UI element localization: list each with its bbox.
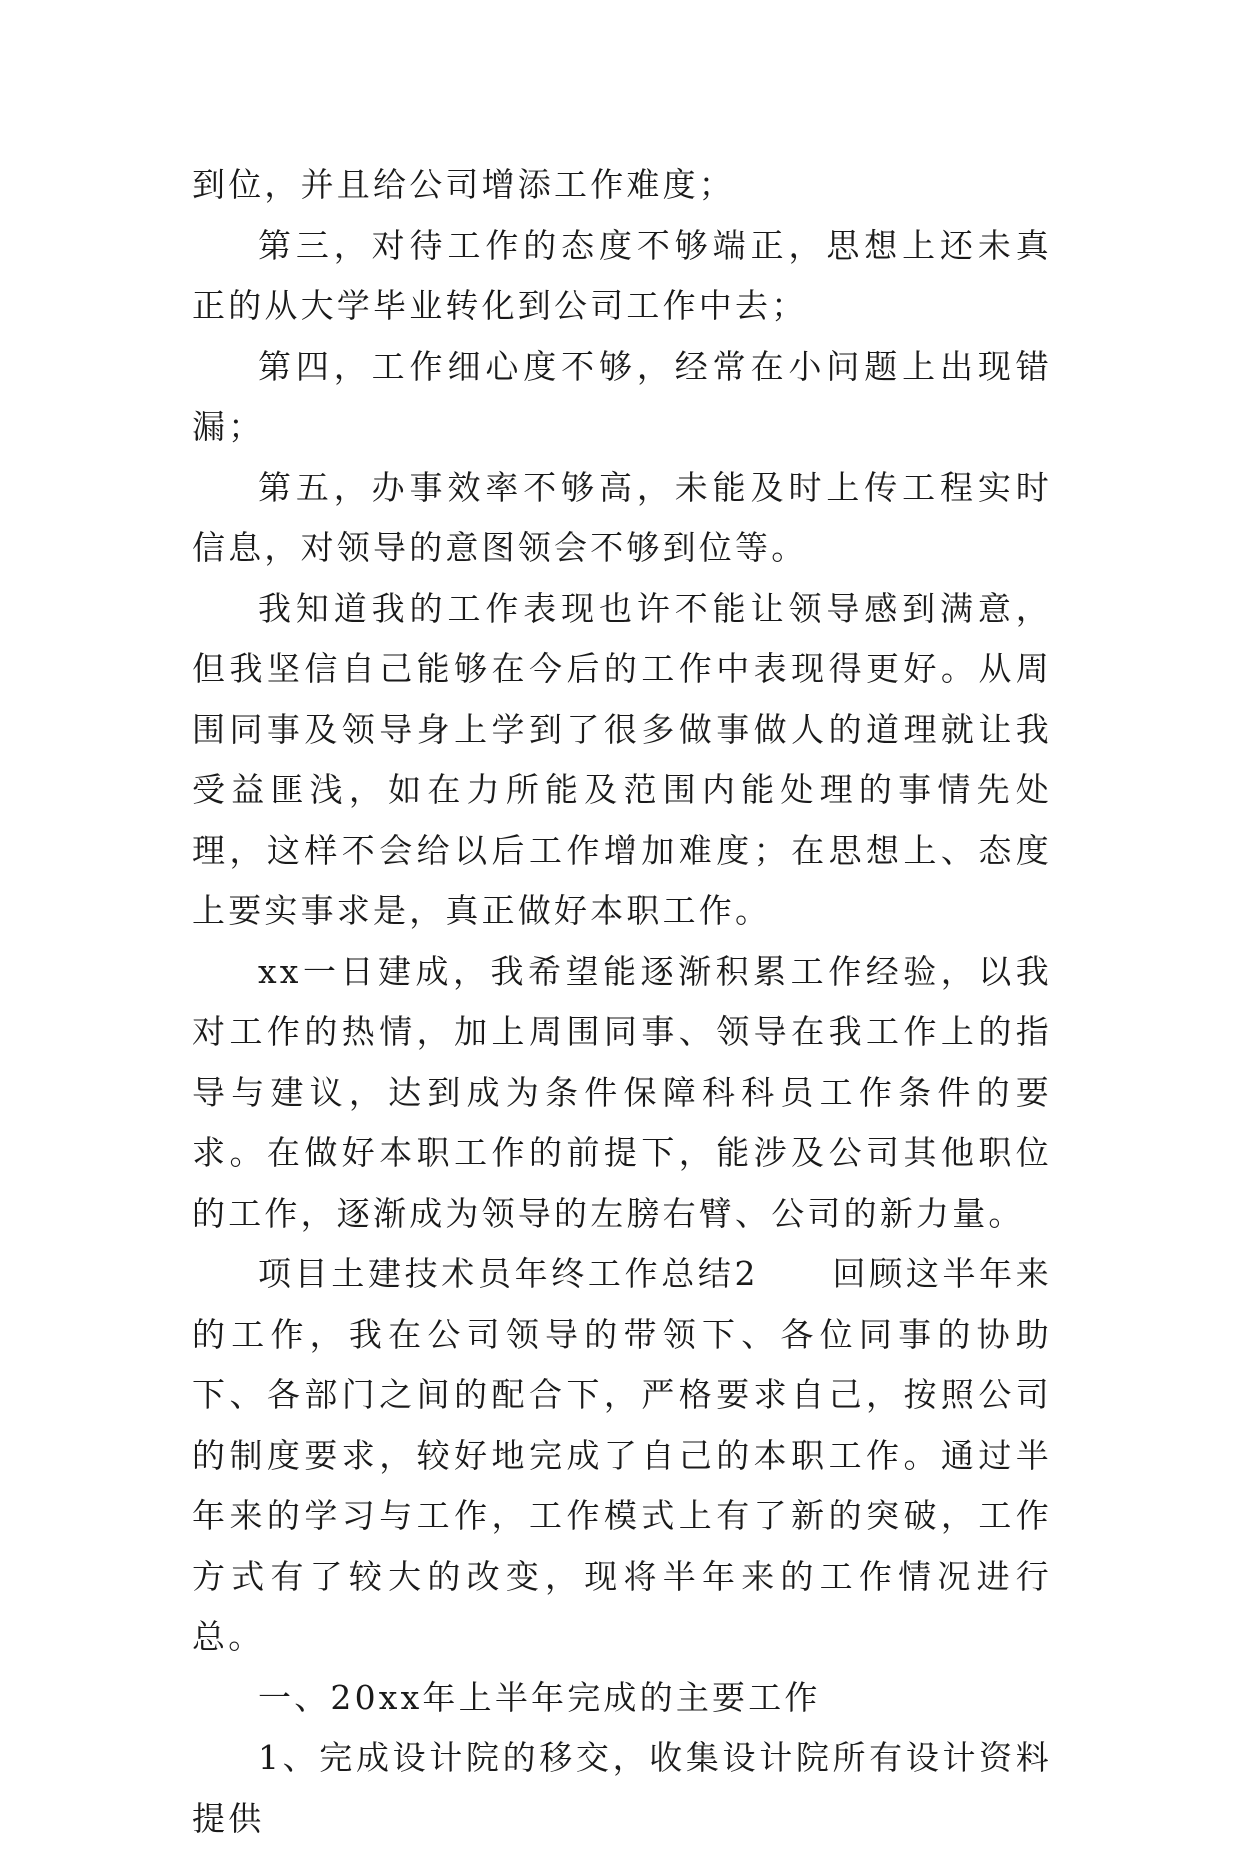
paragraph-4: 第五，办事效率不够高，未能及时上传工程实时信息，对领导的意图领会不够到位等。 bbox=[192, 467, 1052, 567]
paragraph-3: 第四，工作细心度不够，经常在小问题上出现错漏； bbox=[192, 346, 1052, 446]
section-heading-1: 一、20xx年上半年完成的主要工作 bbox=[258, 1677, 821, 1717]
paragraph-2: 第三，对待工作的态度不够端正，思想上还未真正的从大学毕业转化到公司工作中去； bbox=[192, 225, 1052, 325]
paragraph-1: 到位，并且给公司增添工作难度； bbox=[192, 165, 735, 204]
document-body bbox=[192, 155, 1052, 1849]
paragraph-7: 项目土建技术员年终工作总结2 回顾这半年来的工作，我在公司领导的带领下、各位同事的协助下、各部门之间的配合下，严格要求自己，按照公司的制度要求，较好地完成了自己的本职工作。通过半年来的学习与工作，工作模式上有了新的突破，工作方式有了较大的改变，现将半年来的工作情况进行总。 bbox=[192, 1254, 1052, 1656]
paragraph-6: xx一日建成，我希望能逐渐积累工作经验，以我对工作的热情，加上周围同事、领导在我工作上的指导与建议，达到成为条件保障科科员工作条件的要求。在做好本职工作的前提下，能涉及公司其他职位的工作，逐渐成为领导的左膀右臂、公司的新力量。 bbox=[192, 951, 1052, 1233]
paragraph-5: 我知道我的工作表现也许不能让领导感到满意，但我坚信自己能够在今后的工作中表现得更好。从周围同事及领导身上学到了很多做事做人的道理就让我受益匪浅，如在力所能及范围内能处理的事情先处理，这样不会给以后工作增加难度；在思想上、态度上要实事求是，真正做好本职工作。 bbox=[192, 588, 1052, 930]
paragraph-8: 1、完成设计院的移交，收集设计院所有设计资料提供 bbox=[192, 1738, 1052, 1838]
